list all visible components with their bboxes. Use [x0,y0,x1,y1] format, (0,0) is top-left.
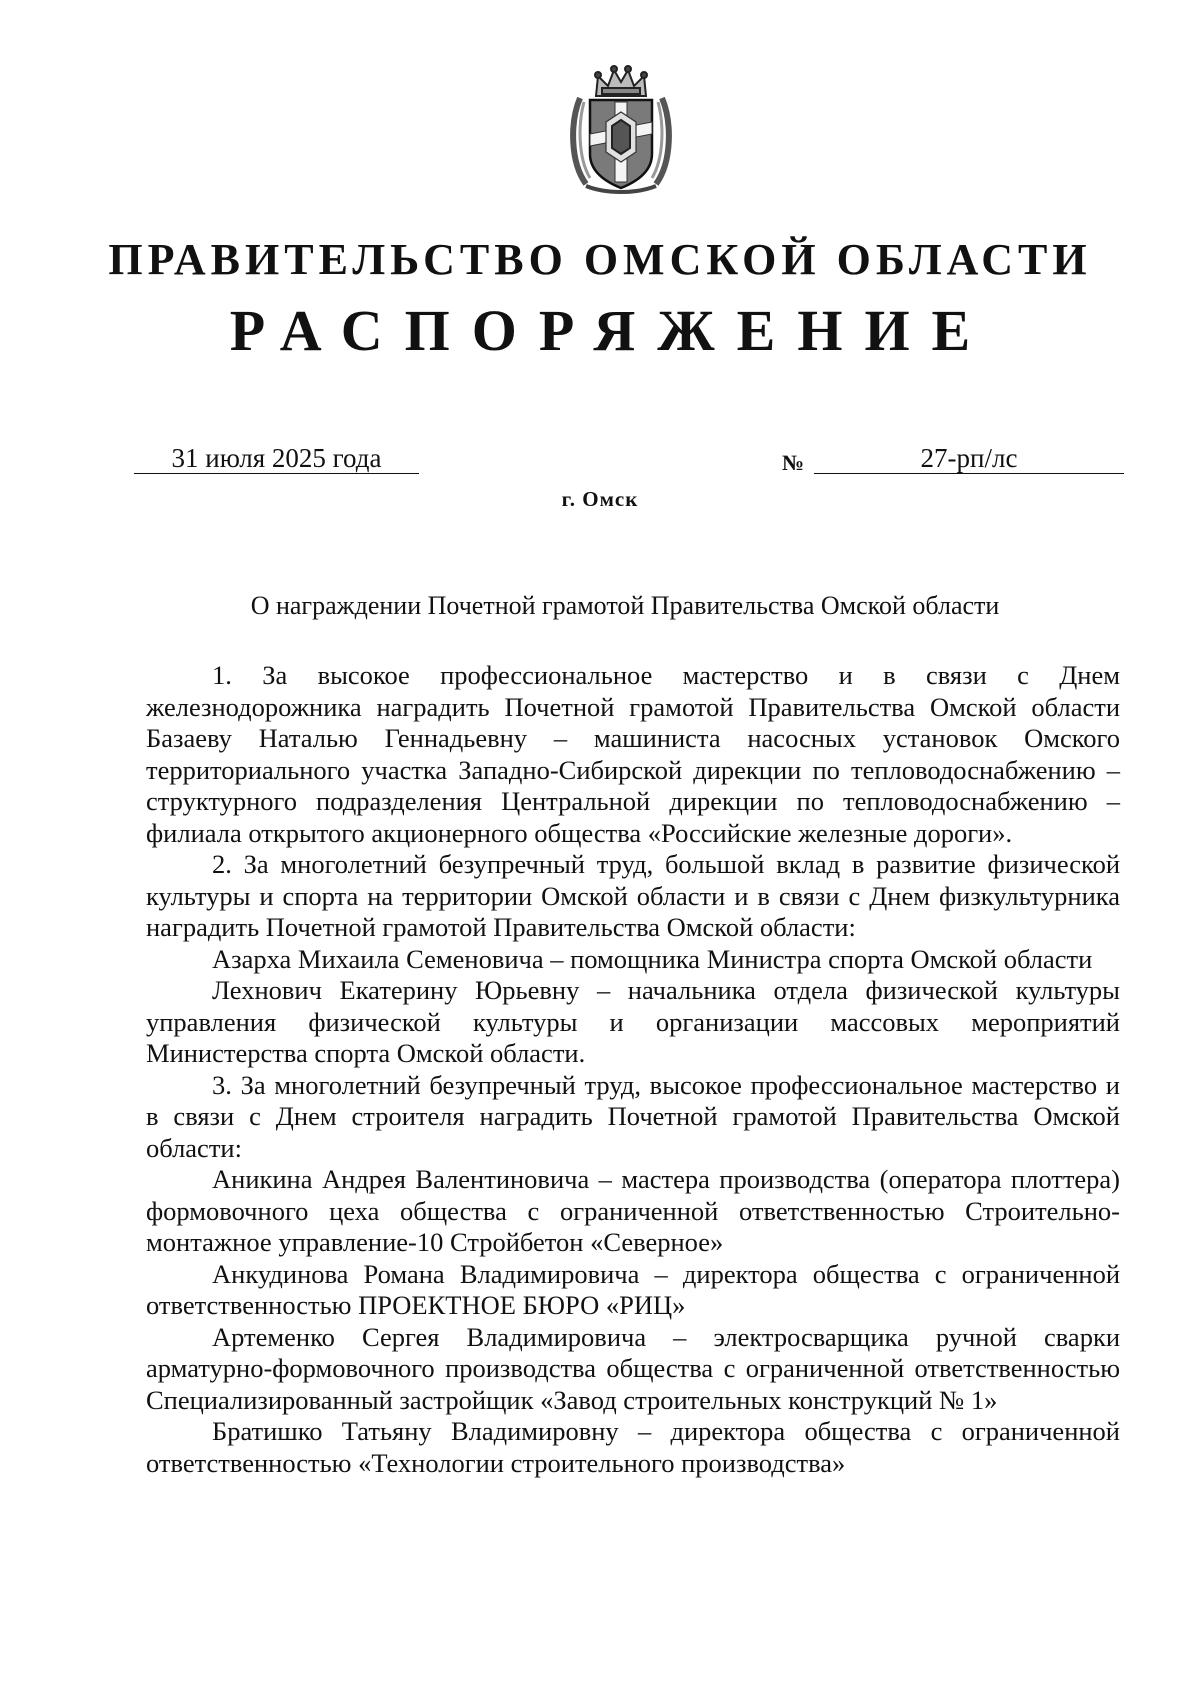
awardee-item: Анкудинова Романа Владимировича – директора общества с ограниченной ответственностью ПРОЕКТНОЕ БЮРО «РИЦ» [146,1258,1120,1320]
number-sign: № [782,450,805,475]
document-number: 27-рп/лс [814,443,1124,474]
awardee-item: Аникина Андрея Валентиновича – мастера производства (оператора плоттера) формовочного цеха общества с ограниченной ответственностью Строительно-монтажное управление-10 Стройбетон «Северное» [146,1164,1120,1257]
paragraph-2: 2. За многолетний безупречный труд, большой вклад в развитие физической культуры и спорта на территории Омской области и в связи с Днем физкультурника наградить Почетной грамотой Правительства Омской области: [146,849,1120,942]
paragraph-1: 1. За высокое профессиональное мастерство и в связи с Днем железнодорожника наградить Почетной грамотой Правительства Омской области Базаеву Наталью Геннадьевну – машиниста насосных установок Омского территориального участка Западно-Сибирской дирекции по тепловодоснабжению – структурного подразделения Центральной дирекции по тепловодоснабжению – филиала открытого акционерного общества «Российские железные дороги». [146,660,1120,848]
paragraph-3: 3. За многолетний безупречный труд, высокое профессиональное мастерство и в связи с Днем строителя наградить Почетной грамотой Правительства Омской области: [146,1069,1120,1163]
organization-title: ПРАВИТЕЛЬСТВО ОМСКОЙ ОБЛАСТИ [108,235,1092,284]
coat-of-arms-emblem [566,62,676,194]
awardee-item: Лехнович Екатерину Юрьевну – начальника отдела физической культуры управления физической культуры и организации массовых мероприятий Министерства спорта Омской области. [146,975,1120,1068]
awardee-item: Братишко Татьяну Владимировну – директора общества с ограниченной ответственностью «Технологии строительного производства» [146,1416,1120,1478]
document-date: 31 июля 2025 года [134,443,419,474]
awardee-item: Азарха Михаила Семеновича – помощника Министра спорта Омской области [212,943,1093,974]
awardee-item: Артеменко Сергея Владимировича – электросварщика ручной сварки арматурно-формовочного производства общества с ограниченной ответственностью Специализированный застройщик «Завод строительных конструкций № 1» [146,1321,1120,1415]
document-body [146,660,1120,1479]
document-subject: О награждении Почетной грамотой Правительства Омской области [250,591,1000,620]
document-type-title: РАСПОРЯЖЕНИЕ [229,298,993,363]
city-label: г. Омск [561,487,639,511]
